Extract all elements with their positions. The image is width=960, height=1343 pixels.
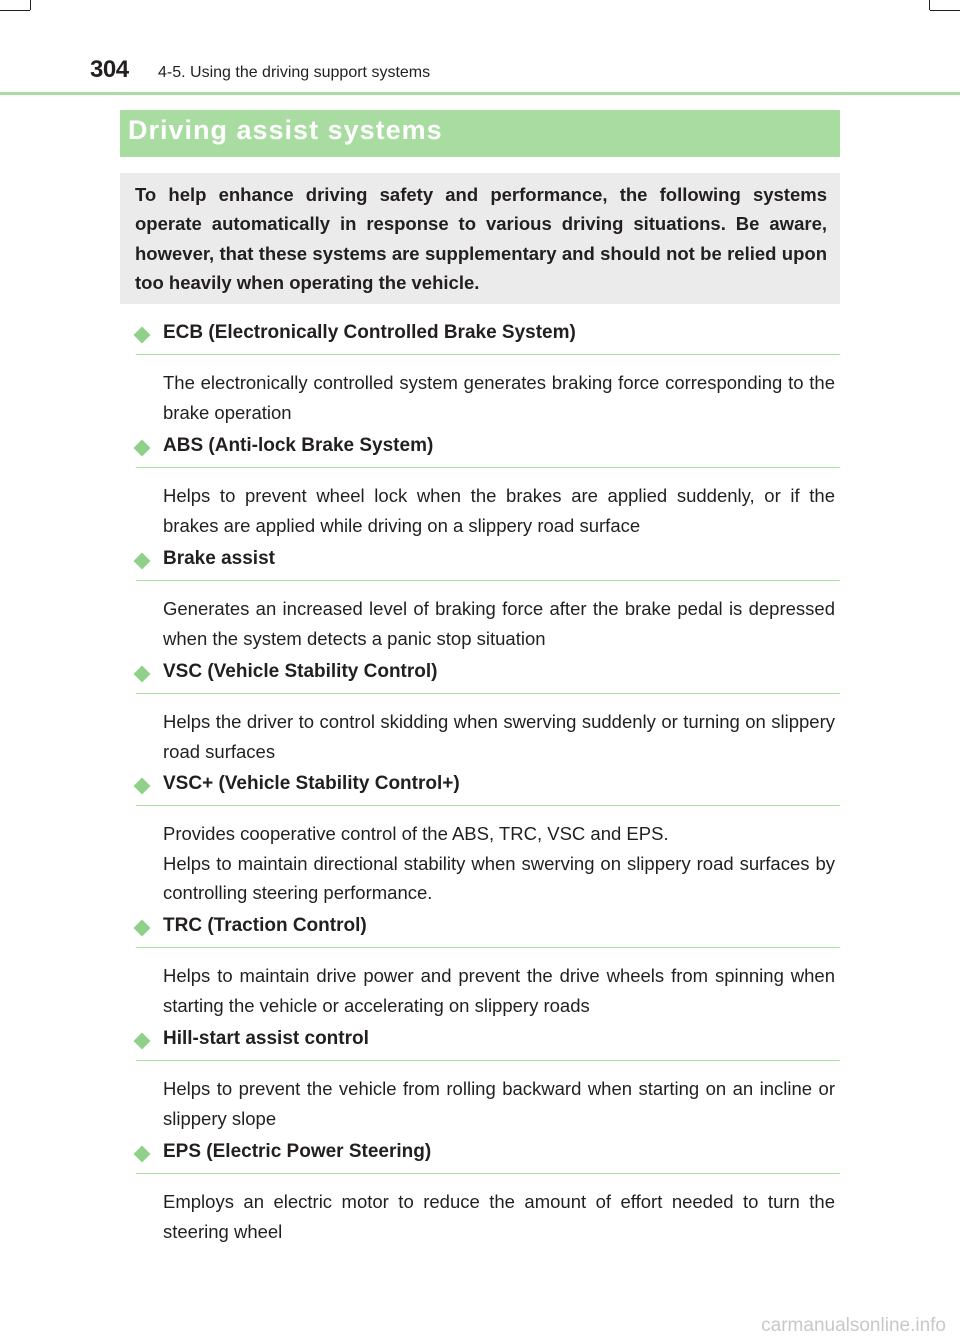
item-rule <box>136 354 840 355</box>
item-title: EPS (Electric Power Steering) <box>163 1141 432 1162</box>
item-title: Hill-start assist control <box>163 1028 369 1049</box>
item-description <box>163 1187 835 1246</box>
diamond-bullet-icon <box>134 440 151 457</box>
crop-mark <box>30 0 31 10</box>
item-heading <box>0 657 960 691</box>
diamond-bullet-icon <box>134 920 151 937</box>
section-path: 4-5. Using the driving support systems <box>158 64 431 81</box>
item-title: VSC+ (Vehicle Stability Control+) <box>163 773 460 794</box>
item-description <box>163 368 835 427</box>
page-header <box>0 52 960 96</box>
item-description-paragraph: Helps to maintain directional stability when swerving on slippery road surfaces by controlling steering performance. <box>163 852 835 903</box>
intro-text: To help enhance driving safety and performance, the following systems operate automatically in response to various driving situations. Be aware, however, that these systems are supplementary and should not be relied upon too heavily when operating the vehicle. <box>135 184 827 293</box>
item-rule <box>136 580 840 581</box>
item-rule <box>136 1173 840 1174</box>
diamond-bullet-icon <box>134 327 151 344</box>
item-title: ECB (Electronically Controlled Brake System) <box>163 322 576 343</box>
item-description-paragraph: Helps to maintain drive power and prevent the drive wheels from spinning when starting the vehicle or accelerating on slippery roads <box>163 965 835 1016</box>
item-description-paragraph: Helps to prevent the vehicle from rolling backward when starting on an incline or slippery slope <box>163 1078 835 1129</box>
item-heading <box>0 431 960 465</box>
crop-mark <box>929 0 930 10</box>
item-description-paragraph: Employs an electric motor to reduce the amount of effort needed to turn the steering wheel <box>163 1191 835 1242</box>
item-rule <box>136 947 840 948</box>
item-description <box>163 481 835 540</box>
item-description <box>163 707 835 766</box>
item-description <box>163 594 835 653</box>
item-heading <box>0 318 960 352</box>
item-title: VSC (Vehicle Stability Control) <box>163 661 438 682</box>
item-rule <box>136 805 840 806</box>
header-rule <box>0 92 960 95</box>
item-title: TRC (Traction Control) <box>163 915 367 936</box>
item-heading <box>0 1024 960 1058</box>
item-description <box>163 961 835 1020</box>
item-rule <box>136 467 840 468</box>
item-rule <box>136 693 840 694</box>
item-heading <box>0 1137 960 1171</box>
item-description <box>163 1074 835 1133</box>
item-rule <box>136 1060 840 1061</box>
crop-mark <box>0 10 30 11</box>
item-description-paragraph: Helps to prevent wheel lock when the brakes are applied suddenly, or if the brakes are applied while driving on a slippery road surface <box>163 485 835 536</box>
item-title: Brake assist <box>163 548 275 569</box>
intro-box <box>120 173 840 304</box>
diamond-bullet-icon <box>134 553 151 570</box>
section-title-bar <box>120 110 840 157</box>
page-number: 304 <box>90 56 129 83</box>
diamond-bullet-icon <box>134 778 151 795</box>
item-heading <box>0 544 960 578</box>
diamond-bullet-icon <box>134 1146 151 1163</box>
crop-mark <box>930 10 960 11</box>
item-heading <box>0 769 960 803</box>
item-description <box>163 819 835 908</box>
item-description-paragraph: Provides cooperative control of the ABS, TRC, VSC and EPS. <box>163 823 669 844</box>
page-title: Driving assist systems <box>128 115 443 145</box>
item-description-paragraph: Helps the driver to control skidding when swerving suddenly or turning on slippery road surfaces <box>163 711 835 762</box>
item-description-paragraph: The electronically controlled system generates braking force corresponding to the brake operation <box>163 372 835 423</box>
diamond-bullet-icon <box>134 666 151 683</box>
item-title: ABS (Anti-lock Brake System) <box>163 435 434 456</box>
item-description-paragraph: Generates an increased level of braking force after the brake pedal is depressed when the system detects a panic stop situation <box>163 598 835 649</box>
item-heading <box>0 911 960 945</box>
diamond-bullet-icon <box>134 1033 151 1050</box>
watermark: carmanualsonline.info <box>761 1315 946 1336</box>
